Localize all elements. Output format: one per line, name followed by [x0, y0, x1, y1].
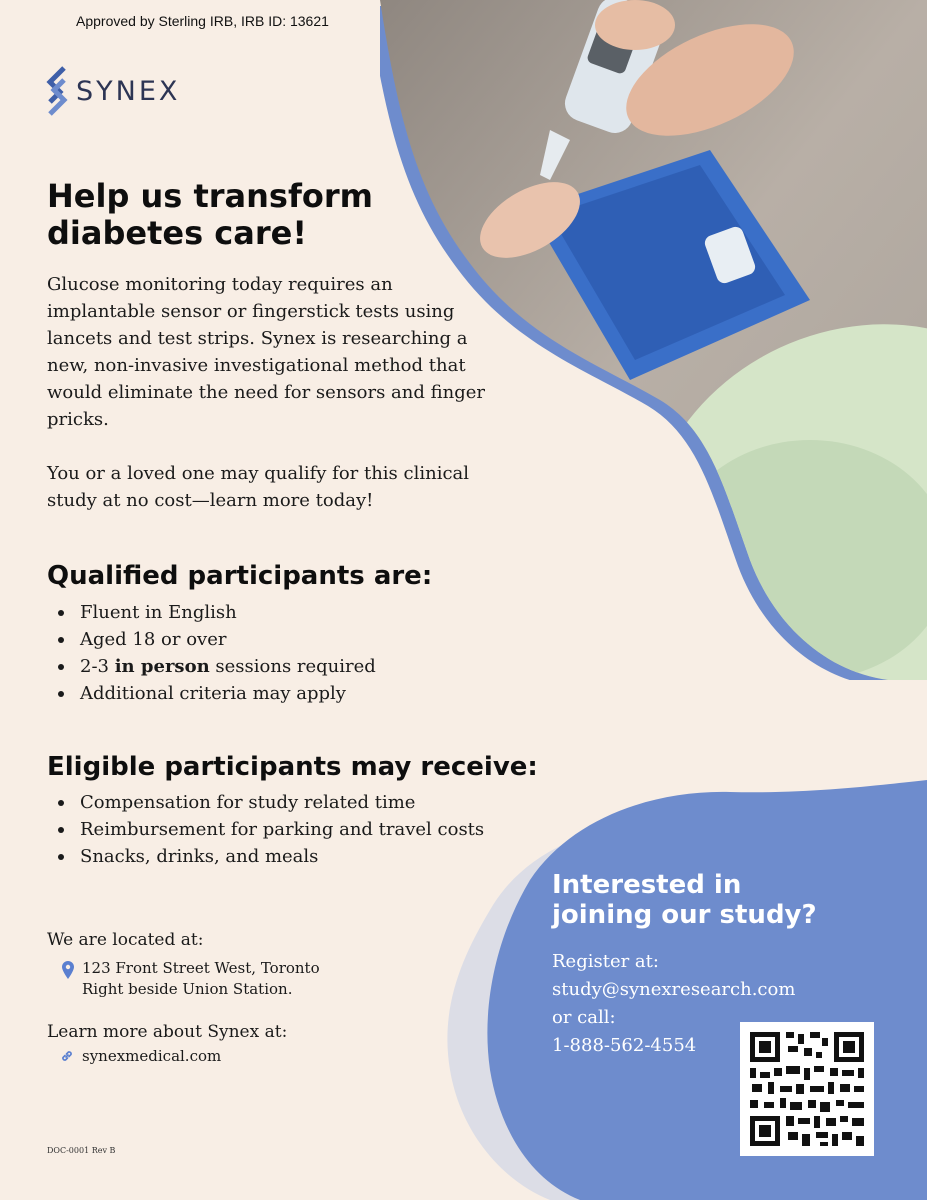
link-icon: [60, 1049, 74, 1063]
cta-title-line-2: joining our study?: [552, 900, 817, 930]
phone-number[interactable]: 1-888-562-4554: [552, 1035, 697, 1056]
qr-code-icon: [740, 1022, 874, 1156]
irb-approval: Approved by Sterling IRB, IRB ID: 13621: [76, 13, 329, 29]
sessions-suffix: sessions required: [209, 656, 376, 677]
register-label: Register at:: [552, 951, 659, 972]
list-item: Reimbursement for parking and travel costs: [47, 816, 484, 843]
list-item: Snacks, drinks, and meals: [47, 843, 484, 870]
logo-text: SYNEX: [76, 75, 181, 107]
qualified-heading: Qualified participants are:: [47, 561, 433, 591]
logo: [46, 66, 180, 116]
address-block: [62, 958, 320, 1000]
website-url[interactable]: synexmedical.com: [82, 1047, 222, 1065]
address: [82, 958, 320, 1000]
learn-more-label: Learn more about Synex at:: [47, 1022, 288, 1042]
title-line-2: diabetes care!: [47, 214, 307, 252]
list-item: Fluent in English: [47, 599, 376, 626]
map-pin-icon: [62, 961, 74, 979]
list-item: Additional criteria may apply: [47, 680, 376, 707]
eligible-heading: Eligible participants may receive:: [47, 752, 538, 782]
eligible-list: [47, 789, 484, 870]
call-label: or call:: [552, 1007, 616, 1028]
website-link[interactable]: [60, 1047, 221, 1065]
qualified-list: [47, 599, 376, 707]
cta-title: [552, 870, 817, 930]
cta-title-line-1: Interested in: [552, 870, 742, 900]
qualify-paragraph: You or a loved one may qualify for this clinical study at no cost—learn more today!: [47, 463, 470, 511]
list-item: Compensation for study related time: [47, 789, 484, 816]
page-title: [47, 178, 427, 252]
document-id: DOC-0001 Rev B: [47, 1146, 116, 1155]
address-line-1: 123 Front Street West, Toronto: [82, 959, 320, 977]
title-line-1: Help us transform: [47, 177, 373, 215]
intro-paragraph: Glucose monitoring today requires an implantable sensor or fingerstick tests using lancets and test strips. Synex is researching a new, non-invasive investigational method that would eliminate the need for sensors and finger pricks.: [47, 274, 485, 430]
address-line-2: Right beside Union Station.: [82, 980, 293, 998]
sessions-bold: in person: [114, 656, 210, 677]
location-label: We are located at:: [47, 930, 204, 950]
register-email[interactable]: study@synexresearch.com: [552, 979, 796, 1000]
qr-code[interactable]: [740, 1022, 874, 1156]
synex-logo-icon: [46, 66, 68, 116]
list-item: Aged 18 or over: [47, 626, 376, 653]
sessions-prefix: 2-3: [80, 656, 115, 677]
list-item: [47, 653, 376, 680]
